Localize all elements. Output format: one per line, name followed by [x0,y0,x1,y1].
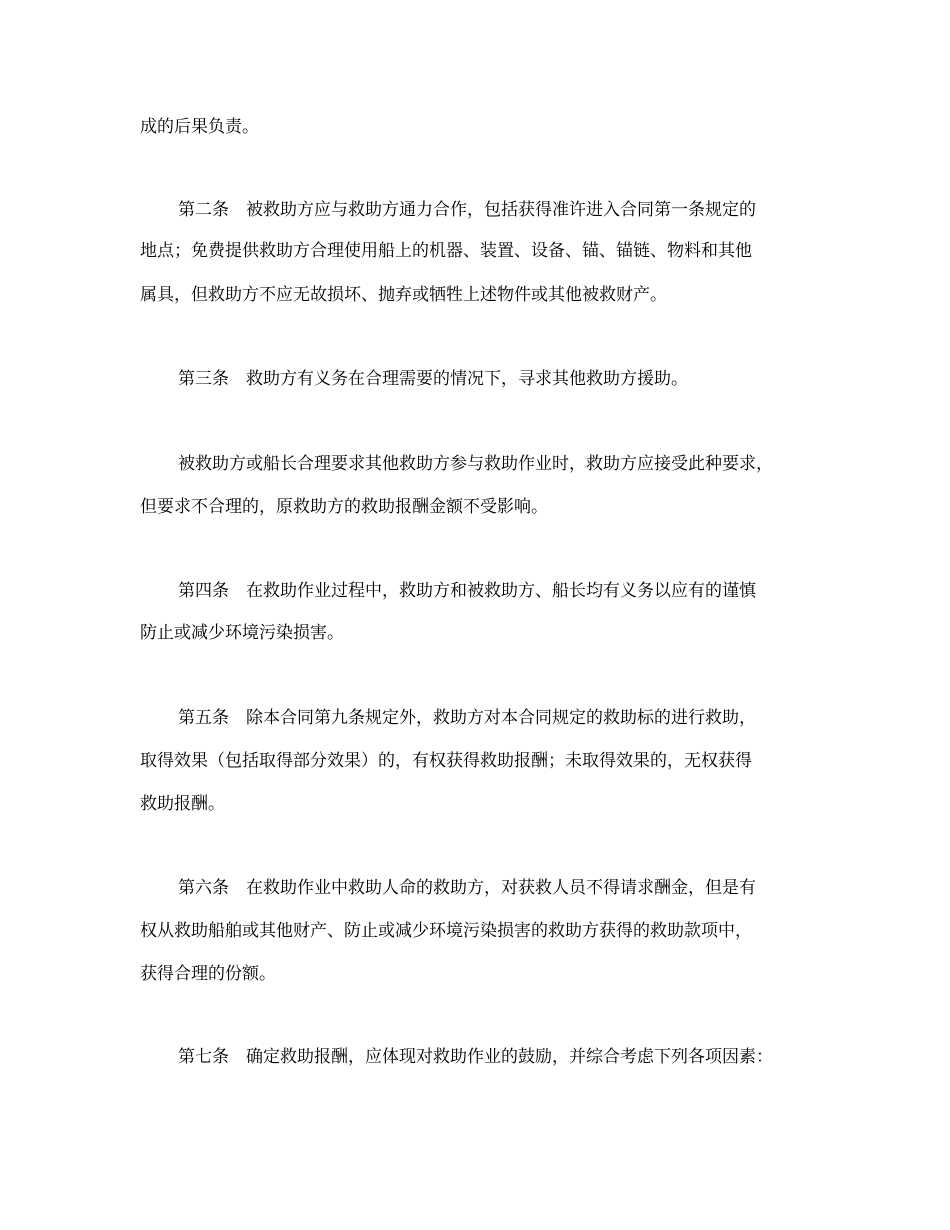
line-text: 被救助方应与救助方通力合作，包括获得准许进入合同第一条规定的 [246,200,756,220]
line-text: 在救助作业中救助人命的救助方，对获救人员不得请求酬金，但是有 [246,878,756,898]
paragraph-line [178,453,773,475]
line-text: 取得效果（包括取得部分效果）的，有权获得救助报酬；未取得效果的，无权获得 [140,751,752,771]
article-number: 第七条 [178,1047,229,1067]
line-text: 防止或减少环境污染损害。 [140,623,344,643]
line-text: 但要求不合理的，原救助方的救助报酬金额不受影响。 [140,497,548,517]
line-text: 救助报酬。 [140,794,225,814]
line-text: 确定救助报酬，应体现对救助作业的鼓励，并综合考虑下列各项因素： [246,1047,773,1067]
line-text: 获得合理的份额。 [140,964,276,984]
article-2-line [140,240,752,262]
line-text: 除本合同第九条规定外，救助方对本合同规定的救助标的进行救助， [246,708,756,728]
line-text: 被救助方或船长合理要求其他救助方参与救助作业时，救助方应接受此种要求， [178,454,773,474]
article-4-line [140,622,344,644]
article-number: 第五条 [178,708,229,728]
article-5-line [140,793,225,815]
article-6-line [178,877,756,899]
line-text: 属具，但救助方不应无故损坏、抛弃或牺牲上述物件或其他被救财产。 [140,285,667,305]
article-6-line [140,920,752,942]
article-2-line [140,284,667,306]
article-number: 第三条 [178,369,229,389]
article-5-line [178,707,756,729]
article-number: 第二条 [178,200,229,220]
article-7-line [178,1046,773,1068]
paragraph-line [140,496,548,518]
article-3-line [178,368,688,390]
article-5-line [140,750,752,772]
article-4-line [178,580,756,602]
article-number: 第六条 [178,878,229,898]
article-2-line [178,199,756,221]
line-text: 权从救助船舶或其他财产、防止或减少环境污染损害的救助方获得的救助款项中， [140,921,752,941]
article-6-line [140,963,276,985]
paragraph-line [140,116,259,138]
line-text: 在救助作业过程中，救助方和被救助方、船长均有义务以应有的谨慎 [246,581,756,601]
line-text: 地点；免费提供救助方合理使用船上的机器、装置、设备、锚、锚链、物料和其他 [140,241,752,261]
line-text: 成的后果负责。 [140,117,259,137]
article-number: 第四条 [178,581,229,601]
line-text: 救助方有义务在合理需要的情况下，寻求其他救助方援助。 [246,369,688,389]
